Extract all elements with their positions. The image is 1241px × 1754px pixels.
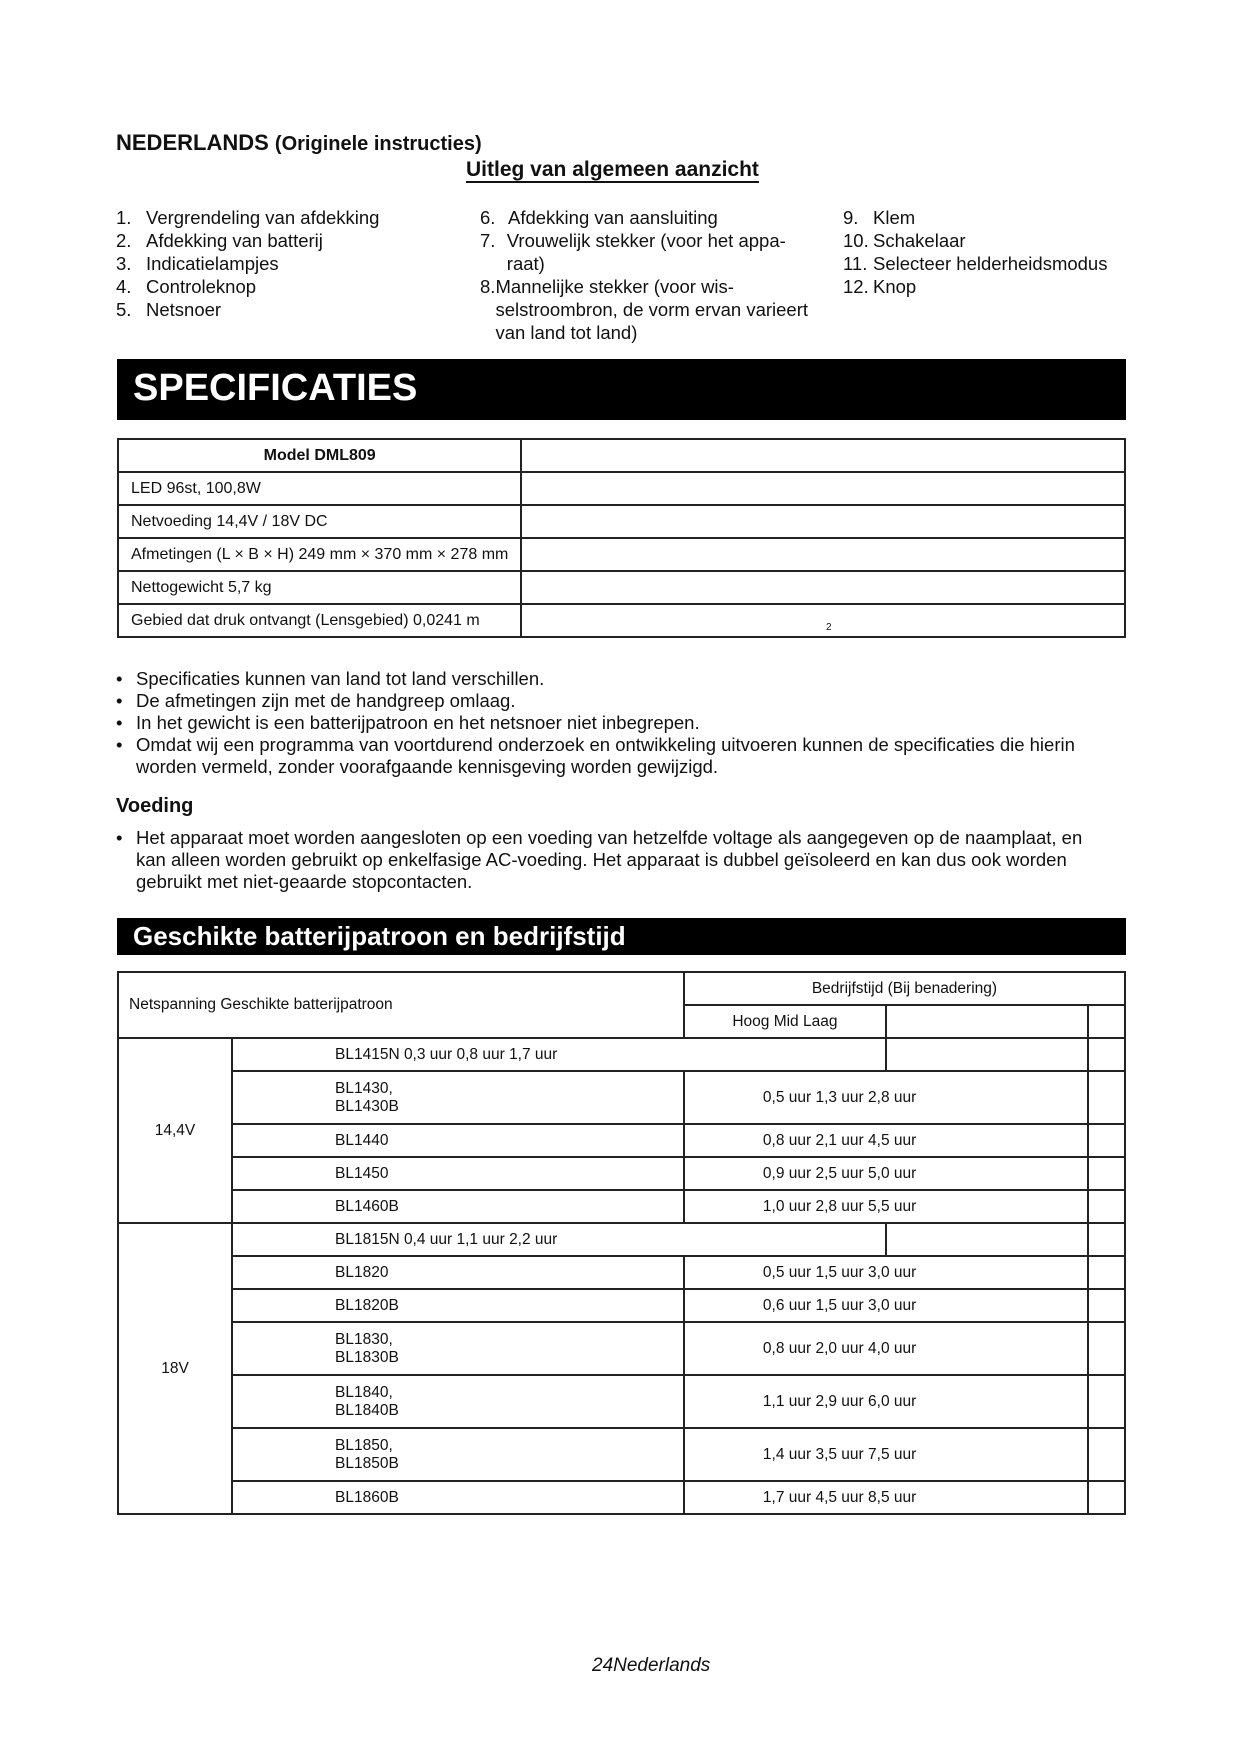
battery-model-cell: BL1450 [232,1157,684,1190]
specifications-banner: SPECIFICATIES [117,359,1126,420]
language-sub-label: (Originele instructies) [274,133,482,155]
battery-banner: Geschikte batterijpatroon en bedrijfstijd [117,918,1126,955]
battery-empty-cell [1088,1428,1125,1481]
battery-row [118,1481,1125,1514]
part-number: 4. [116,276,132,297]
battery-model-cell: BL1830, BL1830B [232,1322,684,1375]
part-item [480,206,810,229]
battery-time-cell: 0,5 uur 1,3 uur 2,8 uur [684,1071,1088,1124]
spec-cell: LED 96st, 100,8W [118,472,521,505]
battery-time-cell: 1,0 uur 2,8 uur 5,5 uur [684,1190,1088,1223]
battery-row [118,1223,1125,1256]
battery-row [118,1428,1125,1481]
spec-empty-cell [521,538,1125,571]
battery-time-cell: 1,7 uur 4,5 uur 8,5 uur [684,1481,1088,1514]
battery-time-cell: 1,1 uur 2,9 uur 6,0 uur [684,1375,1088,1428]
part-item [843,206,1143,229]
battery-model-cell: BL1860B [232,1481,684,1514]
battery-combined-cell: BL1415N 0,3 uur 0,8 uur 1,7 uur [232,1038,886,1071]
battery-time-cell: 1,4 uur 3,5 uur 7,5 uur [684,1428,1088,1481]
battery-model-cell: BL1460B [232,1190,684,1223]
battery-row [118,1322,1125,1375]
battery-model-cell: BL1840, BL1840B [232,1375,684,1428]
part-number: 9. [843,207,859,228]
parts-list-col1 [116,206,436,321]
battery-header-left: Netspanning Geschikte batterijpatroon [118,972,684,1038]
voltage-cell: 14,4V [118,1038,232,1223]
battery-row [118,1071,1125,1124]
battery-header-row [118,972,1125,1005]
battery-empty-cell [886,1038,1088,1071]
language-title [116,130,482,156]
spec-empty-cell [521,439,1125,472]
spec-row [118,571,1125,604]
part-label: Vrouwelijk stekker (voor het appa-raat) [506,230,786,274]
part-item [480,229,810,275]
part-label: Vergrendeling van afdekking [146,207,380,228]
part-item [843,252,1143,275]
area-unit-superscript: 2 [826,622,832,633]
spec-cell: Afmetingen (L × B × H) 249 mm × 370 mm × 278 mm [118,538,521,571]
battery-header-time: Bedrijfstijd (Bij benadering) [684,972,1125,1005]
part-label: Schakelaar [873,230,966,251]
spec-empty-cell [521,505,1125,538]
part-label: Klem [873,207,916,228]
part-number: 3. [116,253,132,274]
battery-model-cell: BL1440 [232,1124,684,1157]
spec-note: • Specificaties kunnen van land tot land verschillen. [116,668,1116,690]
battery-empty-cell [1088,1071,1125,1124]
part-label: Afdekking van aansluiting [508,207,718,228]
part-label: Mannelijke stekker (voor wis-selstroombron, de vorm ervan varieert van land tot land) [495,276,809,343]
battery-row [118,1124,1125,1157]
part-label: Controleknop [146,276,257,297]
battery-empty-cell [1088,1223,1125,1256]
battery-empty-cell [1088,1005,1125,1038]
part-number: 1. [116,207,132,228]
battery-row [118,1190,1125,1223]
part-label: Afdekking van batterij [146,230,323,251]
part-item [116,206,436,229]
battery-empty-cell [1088,1256,1125,1289]
specifications-table [117,438,1126,638]
spec-row [118,472,1125,505]
part-number: 7. [480,230,496,251]
spec-row [118,505,1125,538]
spec-cell: Nettogewicht 5,7 kg [118,571,521,604]
spec-cell: Netvoeding 14,4V / 18V DC [118,505,521,538]
battery-empty-cell [1088,1481,1125,1514]
spec-notes [116,668,1116,778]
battery-model-cell: BL1430, BL1430B [232,1071,684,1124]
part-label: Netsnoer [146,299,222,320]
part-number: 5. [116,299,132,320]
voeding-note: • Het apparaat moet worden aangesloten op een voeding van hetzelfde voltage als aangegeven op de naamplaat, en kan alleen worden gebruikt op enkelfasige AC-voeding. Het apparaat is dubbel geïsoleerd en kan dus ook worden gebruikt met niet-geaarde stopcontacten. [116,827,1116,893]
battery-row [118,1157,1125,1190]
battery-model-cell: BL1850, BL1850B [232,1428,684,1481]
battery-empty-cell [1088,1038,1125,1071]
part-item [116,275,436,298]
battery-empty-cell [1088,1375,1125,1428]
voeding-heading: Voeding [116,795,194,817]
parts-list-col3 [843,206,1143,298]
battery-header-modes: Hoog Mid Laag [684,1005,886,1038]
spec-row [118,538,1125,571]
part-label: Indicatielampjes [146,253,279,274]
voltage-cell: 18V [118,1223,232,1514]
battery-row [118,1038,1125,1071]
battery-empty-cell [1088,1190,1125,1223]
spec-note: • In het gewicht is een batterijpatroon en het netsnoer niet inbegrepen. [116,712,1116,734]
battery-table [117,971,1126,1515]
spec-empty-cell [521,571,1125,604]
spec-empty-cell [521,472,1125,505]
part-number: 12. [843,276,869,297]
page-footer: 24Nederlands [592,1655,711,1676]
battery-empty-cell [1088,1124,1125,1157]
part-item [116,252,436,275]
part-number: 11. [843,253,868,274]
spec-row [118,604,1125,637]
part-item [116,229,436,252]
battery-empty-cell [1088,1289,1125,1322]
parts-list-col2 [480,206,810,344]
part-label: Selecteer helderheidsmodus [873,253,1108,274]
part-number: 10. [843,230,869,251]
battery-empty-cell [886,1005,1088,1038]
part-number: 6. [480,207,496,228]
battery-empty-cell [1088,1157,1125,1190]
part-number: 8. [480,276,496,297]
spec-header-row [118,439,1125,472]
battery-time-cell: 0,9 uur 2,5 uur 5,0 uur [684,1157,1088,1190]
overview-title: Uitleg van algemeen aanzicht [466,158,759,181]
battery-time-cell: 0,8 uur 2,0 uur 4,0 uur [684,1322,1088,1375]
battery-empty-cell [1088,1322,1125,1375]
battery-empty-cell [886,1223,1088,1256]
battery-row [118,1375,1125,1428]
battery-combined-cell: BL1815N 0,4 uur 1,1 uur 2,2 uur [232,1223,886,1256]
part-label: Knop [873,276,917,297]
part-number: 2. [116,230,132,251]
battery-time-cell: 0,6 uur 1,5 uur 3,0 uur [684,1289,1088,1322]
battery-time-cell: 0,5 uur 1,5 uur 3,0 uur [684,1256,1088,1289]
battery-row [118,1289,1125,1322]
battery-model-cell: BL1820 [232,1256,684,1289]
language-label: NEDERLANDS [116,130,269,155]
battery-time-cell: 0,8 uur 2,1 uur 4,5 uur [684,1124,1088,1157]
part-item [843,275,1143,298]
spec-cell: Gebied dat druk ontvangt (Lensgebied) 0,0241 m [118,604,521,637]
part-item [480,275,810,344]
part-item [843,229,1143,252]
spec-model-header: Model DML809 [118,439,521,472]
part-item [116,298,436,321]
battery-model-cell: BL1820B [232,1289,684,1322]
spec-empty-cell [521,604,1125,637]
spec-note: • De afmetingen zijn met de handgreep omlaag. [116,690,1116,712]
voeding-notes [116,827,1116,893]
spec-note: • Omdat wij een programma van voortdurend onderzoek en ontwikkeling uitvoeren kunnen de specificaties die hierin worden vermeld, zonder voorafgaande kennisgeving worden gewijzigd. [116,734,1116,778]
battery-row [118,1256,1125,1289]
